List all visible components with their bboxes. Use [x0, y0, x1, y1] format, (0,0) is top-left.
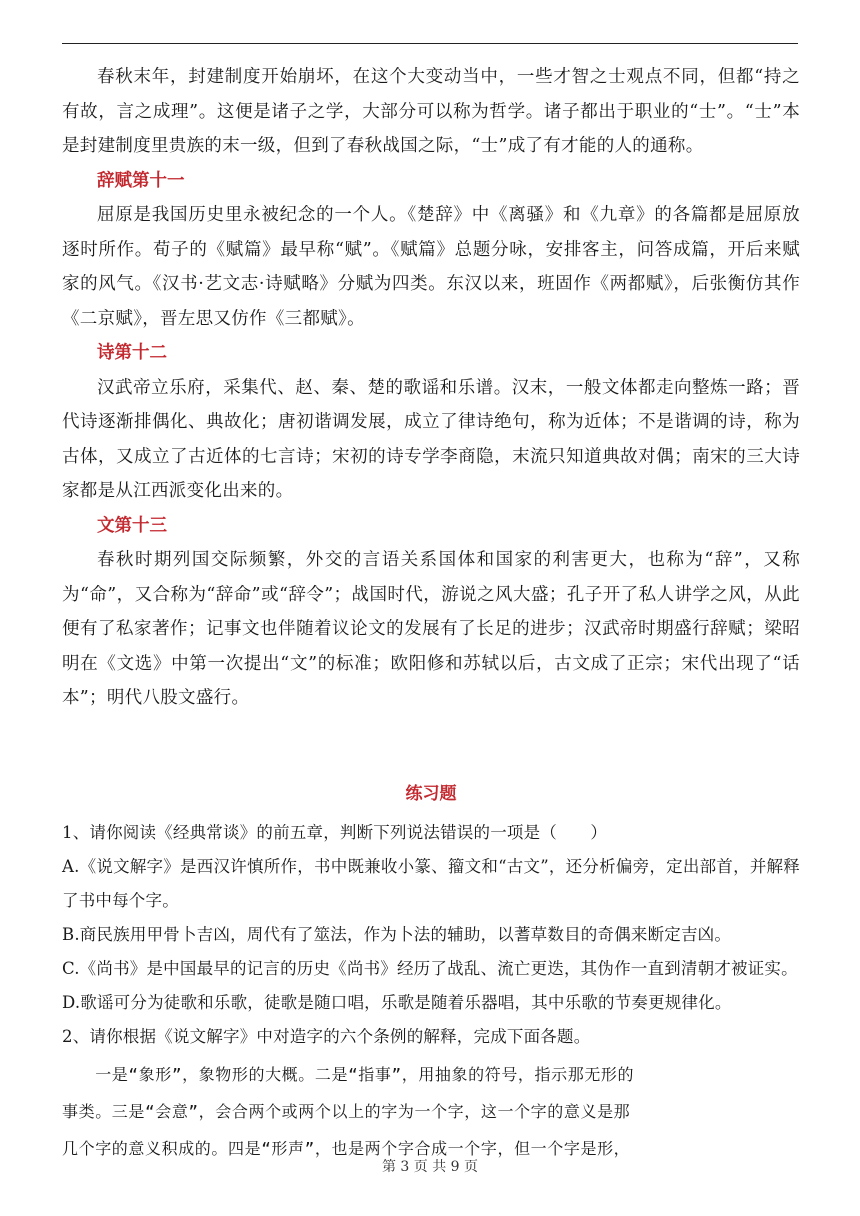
passage-line: 一是“象形”，象物形的大概。二是“指事”，用抽象的符号，指示那无形的 — [62, 1064, 635, 1084]
question-1-option-c: C.《尚书》是中国最早的记言的历史《尚书》经历了战乱、流亡更迭，其伪作一直到清朝才被证实。 — [62, 958, 798, 978]
intro-paragraph: 春秋末年，封建制度开始崩坏，在这个大变动当中，一些才智之士观点不同，但都“持之有故，言之成理”。这便是诸子之学，大部分可以称为哲学。诸子都出于职业的“士”。“士”本是封建制度里贵族的末一级，但到了春秋战国之际，“士”成了有才能的人的通称。 — [62, 67, 800, 156]
question-1-option-a: A.《说文解字》是西汉许慎所作，书中既兼收小篆、籀文和“古文”，还分析偏旁，定出部首，并解释了书中每个字。 — [62, 856, 800, 910]
section-paragraph-cifu: 屈原是我国历史里永被纪念的一个人。《楚辞》中《离骚》和《九章》的各篇都是屈原放逐时所作。荀子的《赋篇》最早称“赋”。《赋篇》总题分咏，安排客主，问答成篇，开后来赋家的风气。《汉书·艺文志·诗赋略》分赋为四类。东汉以来，班固作《两都赋》，后张衡仿其作《二京赋》，晋左思又仿作《三都赋》。 — [62, 205, 800, 329]
section-heading-cifu: 辞赋第十一 — [97, 170, 185, 191]
question-2-passage — [62, 1056, 800, 1167]
exercises-title: 练习题 — [405, 783, 457, 804]
question-2: 2、请你根据《说文解字》中对造字的六个条例的解释，完成下面各题。 — [62, 1026, 591, 1046]
passage-line: 事类。三是“会意”，会合两个或两个以上的字为一个字，这一个字的意义是那 — [62, 1101, 631, 1121]
section-paragraph-wen: 春秋时期列国交际频繁，外交的言语关系国体和国家的利害更大，也称为“辞”，又称为“命”，又合称为“辞命”或“辞令”；战国时代，游说之风大盛；孔子开了私人讲学之风，从此便有了私家著作；记事文也伴随着议论文的发展有了长足的进步；汉武帝时期盛行辞赋；梁昭明在《文选》中第一次提出“文”的标准；欧阳修和苏轼以后，古文成了正宗；宋代出现了“话本”；明代八股文盛行。 — [62, 550, 800, 708]
section-heading-wen: 文第十三 — [97, 515, 167, 536]
page-footer: 第 3 页 共 9 页 — [381, 1159, 479, 1175]
page-content — [62, 60, 800, 1167]
question-1: 1、请你阅读《经典常谈》的前五章，判断下列说法错误的一项是（ ） — [62, 822, 608, 842]
header-rule — [62, 43, 798, 44]
question-1-option-b: B.商民族用甲骨卜吉凶，周代有了筮法，作为卜法的辅助，以蓍草数目的奇偶来断定吉凶。 — [62, 924, 732, 944]
section-heading-shi: 诗第十二 — [97, 343, 167, 363]
passage-line: 几个字的意义积成的。四是“形声”，也是两个字合成一个字，但一个字是形， — [62, 1138, 631, 1158]
section-paragraph-shi: 汉武帝立乐府，采集代、赵、秦、楚的歌谣和乐谱。汉末，一般文体都走向整炼一路；晋代诗逐渐排偶化、典故化；唐初谐调发展，成立了律诗绝句，称为近体；不是谐调的诗，称为古体，又成立了古近体的七言诗；宋初的诗专学李商隐，末流只知道典故对偶；南宋的三大诗家都是从江西派变化出来的。 — [62, 377, 800, 501]
question-1-option-d: D.歌谣可分为徒歌和乐歌，徒歌是随口唱，乐歌是随着乐器唱，其中乐歌的节奏更规律化。 — [62, 992, 732, 1012]
